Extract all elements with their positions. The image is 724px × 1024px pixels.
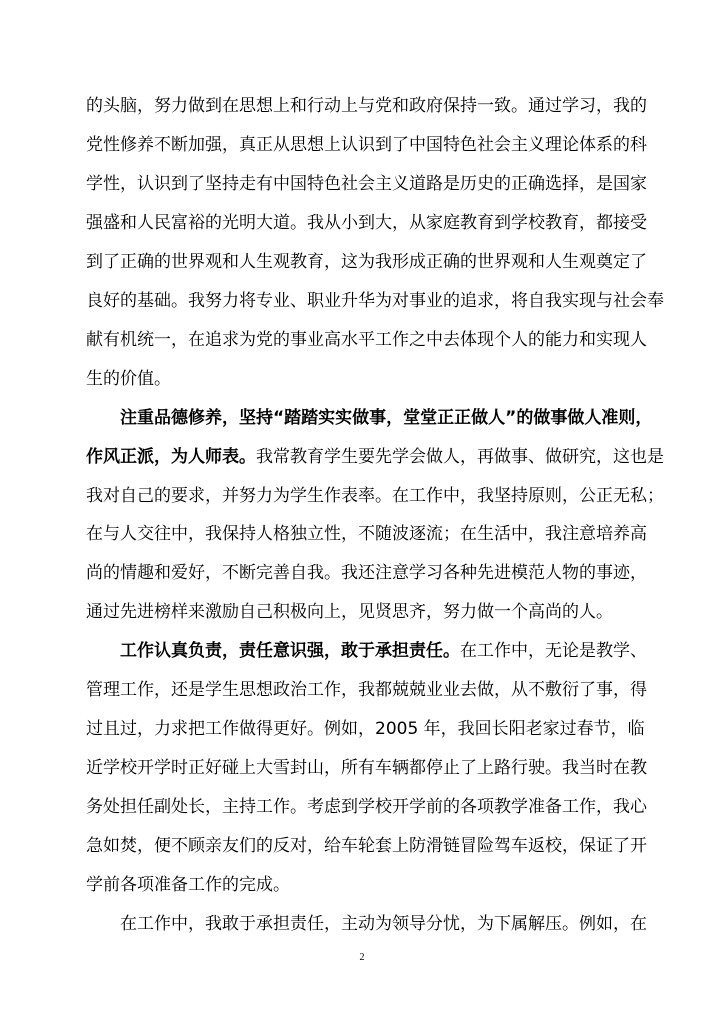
text-line [86, 289, 666, 313]
text-run: 良好的基础。我努力将专业、职业升华为对事业的追求，将自我实现与社会奉 [86, 291, 664, 311]
text-run: 生的价值。 [86, 369, 171, 389]
text-run: 尚的情趣和爱好，不断完善自我。我还注意学习各种先进模范人物的事迹， [86, 563, 647, 583]
text-line [86, 912, 666, 936]
text-line [86, 94, 666, 118]
text-line [86, 561, 666, 585]
text-run: 在工作中，无论是教学、 [460, 641, 647, 661]
text-line [86, 678, 666, 702]
text-run: 学性，认识到了坚持走有中国特色社会主义道路是历史的正确选择，是国家 [86, 174, 647, 194]
text-line [86, 133, 666, 157]
text-line [86, 367, 666, 391]
text-run: 急如焚，便不顾亲友们的反对，给车轮套上防滑链冒险驾车返校，保证了开 [86, 836, 647, 856]
bold-text-run: 作风正派，为人师表。 [86, 447, 256, 467]
text-line [86, 522, 666, 546]
text-line [86, 250, 666, 274]
bold-text-run: 注重品德修养，坚持“踏踏实实做事，堂堂正正做人”的做事做人准则， [86, 408, 653, 428]
text-line [86, 484, 666, 508]
text-run: 到了正确的世界观和人生观教育，这为我形成正确的世界观和人生观奠定了 [86, 252, 647, 272]
text-line [86, 600, 666, 624]
text-line [86, 834, 666, 858]
text-run: 学前各项准备工作的完成。 [86, 875, 290, 895]
text-line [86, 639, 666, 663]
text-run: 在工作中，我敢于承担责任，主动为领导分忧，为下属解压。例如，在 [86, 914, 647, 934]
text-line [86, 211, 666, 235]
text-run: 我常教育学生要先学会做人，再做事、做研究，这也是 [256, 447, 664, 467]
text-line [86, 717, 666, 741]
text-run: 强盛和人民富裕的光明大道。我从小到大，从家庭教育到学校教育，都接受 [86, 213, 647, 233]
text-line [86, 406, 666, 430]
text-run: 在与人交往中，我保持人格独立性，不随波逐流；在生活中，我注意培养高 [86, 524, 647, 544]
text-run: 党性修养不断加强，真正从思想上认识到了中国特色社会主义理论体系的科 [86, 135, 647, 155]
text-run: 献有机统一，在追求为党的事业高水平工作之中去体现个人的能力和实现人 [86, 330, 647, 350]
text-run: 管理工作，还是学生思想政治工作，我都兢兢业业去做，从不敷衍了事，得 [86, 680, 647, 700]
text-run: 的头脑，努力做到在思想上和行动上与党和政府保持一致。通过学习，我的 [86, 96, 647, 116]
text-line [86, 445, 666, 469]
text-line [86, 756, 666, 780]
text-run: 我对自己的要求，并努力为学生作表率。在工作中，我坚持原则，公正无私； [86, 486, 664, 506]
text-run: 近学校开学时正好碰上大雪封山，所有车辆都停止了上路行驶。我当时在教 [86, 758, 647, 778]
text-line [86, 795, 666, 819]
bold-text-run: 工作认真负责，责任意识强，敢于承担责任。 [86, 641, 460, 661]
text-run: 过且过，力求把工作做得更好。例如，2005 年，我回长阳老家过春节，临 [86, 719, 645, 739]
text-line [86, 172, 666, 196]
text-run: 通过先进榜样来激励自己积极向上，见贤思齐，努力做一个高尚的人。 [86, 602, 613, 622]
text-line [86, 328, 666, 352]
text-run: 务处担任副处长，主持工作。考虑到学校开学前的各项教学准备工作，我心 [86, 797, 647, 817]
page-number: 2 [359, 952, 365, 963]
text-line [86, 873, 666, 897]
